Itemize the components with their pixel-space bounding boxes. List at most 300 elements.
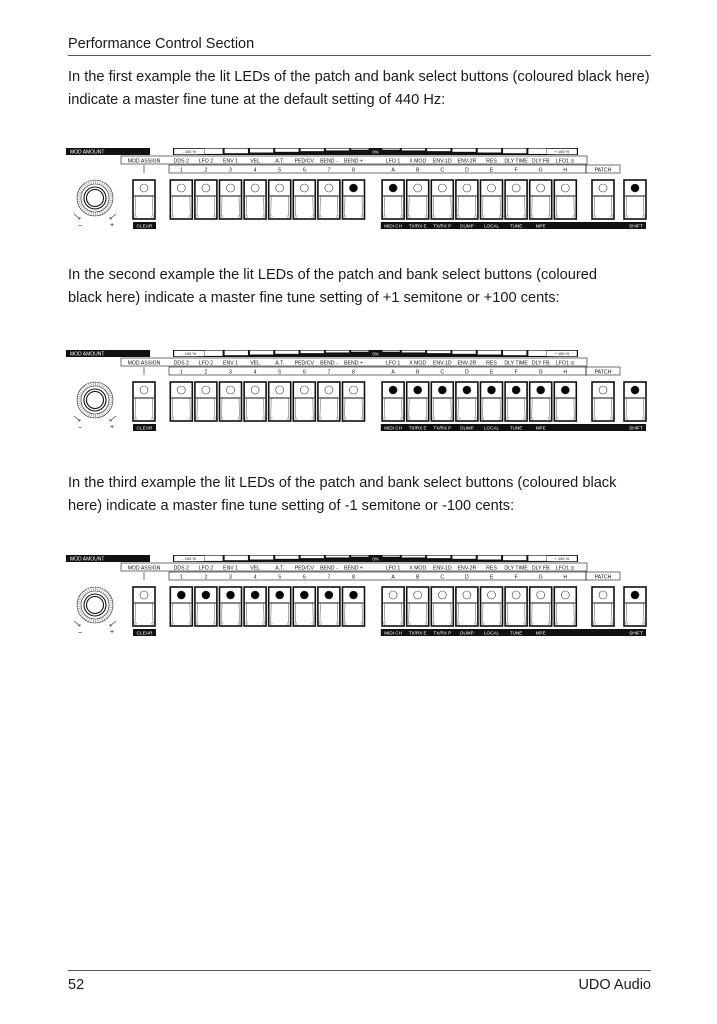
button-corner-dot — [172, 623, 174, 625]
number-label: 6 — [302, 167, 306, 174]
scale-segment — [503, 556, 526, 561]
button-corner-dot — [196, 623, 198, 625]
number-label: 2 — [204, 167, 208, 174]
bank-button-4[interactable] — [244, 382, 266, 421]
destination-label: LFO1 ⊙ — [555, 565, 575, 572]
button-corner-dot — [312, 418, 314, 420]
button-corner-dot — [548, 418, 550, 420]
patch-select-button-G[interactable] — [530, 180, 552, 219]
button-corner-dot — [246, 216, 248, 218]
button-corner-dot — [433, 216, 435, 218]
number-label: G — [538, 167, 543, 174]
button-corner-dot — [611, 216, 613, 218]
number-label: 5 — [278, 574, 282, 581]
patch-select-button-G[interactable] — [530, 382, 552, 421]
knob-arrow-left-icon — [74, 214, 80, 219]
button-corner-dot — [189, 216, 191, 218]
destination-label: BEND - — [320, 565, 338, 572]
patch-select-button-G[interactable] — [530, 587, 552, 626]
led-off-icon — [140, 591, 148, 599]
scale-segment — [402, 556, 425, 558]
patch-select-button-B[interactable] — [407, 382, 429, 421]
scale-segment — [478, 556, 501, 560]
mod-amount-knob[interactable] — [77, 180, 113, 216]
patch-select-button-H[interactable] — [554, 180, 576, 219]
destination-label: ENV-1D — [432, 565, 452, 572]
number-label: G — [538, 574, 543, 581]
scale-segment — [326, 351, 349, 353]
bank-button-3[interactable] — [220, 180, 242, 219]
button-corner-dot — [361, 216, 363, 218]
number-label: G — [538, 369, 543, 376]
bank-button-1[interactable] — [170, 382, 192, 421]
number-label: 5 — [278, 167, 282, 174]
button-corner-dot — [263, 216, 265, 218]
shift-function-label: TUNE — [509, 223, 523, 229]
button-corner-dot — [287, 418, 289, 420]
destination-label: PED/CV — [294, 360, 314, 367]
scale-segment — [452, 351, 475, 354]
button-corner-dot — [507, 216, 509, 218]
destination-label: LFO 1 — [385, 360, 401, 367]
destination-label: X MOD — [409, 565, 427, 572]
number-label: 8 — [352, 369, 355, 376]
button-corner-dot — [433, 418, 435, 420]
scale-segment — [478, 149, 501, 153]
footer-divider — [68, 970, 651, 971]
led-off-icon — [561, 184, 569, 192]
button-corner-dot — [196, 216, 198, 218]
shift-function-label: MPE — [535, 425, 546, 431]
button-corner-dot — [524, 216, 526, 218]
shift-function-label: DUMP — [460, 630, 474, 636]
bank-button-6[interactable] — [293, 180, 315, 219]
destination-label: BEND + — [344, 158, 363, 165]
destination-label: A.T. — [275, 565, 285, 572]
led-lit-icon — [631, 184, 639, 192]
destination-label: BEND + — [344, 360, 363, 367]
led-off-icon — [537, 184, 545, 192]
led-lit-icon — [438, 386, 446, 394]
destination-label: DLY TIME — [504, 360, 528, 367]
bank-button-3[interactable] — [220, 587, 242, 626]
destination-label: RES — [486, 158, 497, 165]
button-corner-dot — [361, 418, 363, 420]
destination-label: LFO 2 — [198, 158, 214, 165]
number-label: 3 — [229, 369, 232, 376]
button-corner-dot — [135, 623, 137, 625]
button-corner-dot — [433, 623, 435, 625]
button-corner-dot — [401, 418, 403, 420]
scale-segment — [250, 556, 273, 560]
button-corner-dot — [450, 623, 452, 625]
button-corner-dot — [213, 216, 215, 218]
shift-label: SHIFT — [629, 224, 643, 230]
mod-assign-label: MOD ASSIGN — [127, 565, 161, 572]
led-lit-icon — [561, 386, 569, 394]
button-corner-dot — [189, 418, 191, 420]
button-corner-dot — [152, 623, 154, 625]
button-corner-dot — [135, 418, 137, 420]
patch-select-button-D[interactable] — [456, 180, 478, 219]
number-label: H — [563, 574, 568, 581]
shift-function-label: TX/RX E — [408, 630, 427, 636]
bank-button-3[interactable] — [220, 382, 242, 421]
patch-button[interactable] — [592, 587, 614, 626]
patch-select-button-A[interactable] — [382, 587, 404, 626]
shift-function-label: TUNE — [509, 630, 523, 636]
patch-select-button-C[interactable] — [431, 587, 453, 626]
button-corner-dot — [287, 216, 289, 218]
bank-button-5[interactable] — [269, 587, 291, 626]
scale-max-label: + 100 % — [554, 149, 570, 155]
shift-button[interactable] — [624, 382, 646, 421]
button-corner-dot — [474, 216, 476, 218]
patch-select-button-H[interactable] — [554, 382, 576, 421]
shift-function-label: LOCAL — [483, 630, 500, 636]
scale-segment — [301, 556, 324, 559]
led-off-icon — [202, 386, 210, 394]
button-corner-dot — [213, 623, 215, 625]
scale-mid-label: 0% — [372, 149, 379, 155]
scale-mid-label: 0% — [372, 556, 379, 562]
led-off-icon — [276, 184, 284, 192]
example-2-description: In the second example the lit LEDs of the patch and bank select buttons (coloured black here) indicate a master fine tune setting of +1 semitone or +100 cents: — [68, 267, 597, 306]
bank-button-2[interactable] — [195, 180, 217, 219]
led-off-icon — [389, 591, 397, 599]
bank-button-8[interactable] — [343, 382, 365, 421]
scale-segment — [402, 149, 425, 151]
button-corner-dot — [246, 623, 248, 625]
scale-segment — [301, 149, 324, 152]
number-label: C — [440, 369, 445, 376]
shift-function-label: DUMP — [460, 223, 474, 229]
destination-label: ENV 1 — [223, 360, 238, 367]
led-off-icon — [488, 591, 496, 599]
number-label: B — [415, 369, 420, 376]
bank-button-1[interactable] — [170, 587, 192, 626]
led-lit-icon — [177, 591, 185, 599]
led-off-icon — [140, 386, 148, 394]
button-corner-dot — [221, 418, 223, 420]
shift-function-label: MIDI CH — [384, 425, 402, 431]
button-corner-dot — [643, 216, 645, 218]
knob-arrow-left-icon — [74, 416, 80, 421]
patch-select-button-H[interactable] — [554, 587, 576, 626]
patch-button[interactable] — [592, 180, 614, 219]
destination-label: RES — [486, 360, 497, 367]
number-label: E — [489, 369, 494, 376]
scale-segment — [452, 556, 475, 559]
number-label: H — [563, 369, 568, 376]
scale-segment — [427, 556, 450, 559]
button-corner-dot — [499, 623, 501, 625]
bank-button-7[interactable] — [318, 180, 340, 219]
shift-button[interactable] — [624, 587, 646, 626]
bank-button-5[interactable] — [269, 382, 291, 421]
button-corner-dot — [507, 418, 509, 420]
number-label: 8 — [352, 574, 355, 581]
button-corner-dot — [344, 216, 346, 218]
number-label: H — [563, 167, 568, 174]
button-corner-dot — [556, 216, 558, 218]
button-corner-dot — [238, 216, 240, 218]
led-lit-icon — [512, 386, 520, 394]
patch-select-button-A[interactable] — [382, 180, 404, 219]
destination-label: DDS 2 — [173, 565, 189, 572]
mod-amount-label: MOD AMOUNT — [70, 556, 105, 563]
patch-select-button-B[interactable] — [407, 180, 429, 219]
led-off-icon — [300, 386, 308, 394]
number-label: 4 — [253, 369, 257, 376]
mod-amount-knob[interactable] — [77, 382, 113, 418]
knob-plus-label: + — [109, 629, 115, 636]
button-corner-dot — [531, 623, 533, 625]
led-off-icon — [488, 184, 496, 192]
scale-segment — [275, 351, 298, 354]
button-corner-dot — [295, 623, 297, 625]
number-label: E — [489, 574, 494, 581]
bank-button-8[interactable] — [343, 180, 365, 219]
button-corner-dot — [336, 418, 338, 420]
mod-assign-clear-button[interactable] — [133, 587, 155, 626]
bank-button-1[interactable] — [170, 180, 192, 219]
button-corner-dot — [246, 418, 248, 420]
destination-label: DLY FB — [531, 565, 550, 572]
button-corner-dot — [384, 623, 386, 625]
button-corner-dot — [425, 216, 427, 218]
scale-segment — [326, 556, 349, 558]
led-off-icon — [438, 184, 446, 192]
scale-min-label: - 100 % — [182, 351, 197, 357]
led-off-icon — [227, 184, 235, 192]
bank-button-2[interactable] — [195, 587, 217, 626]
bank-button-6[interactable] — [293, 587, 315, 626]
led-off-icon — [463, 184, 471, 192]
example-2-panel-diagram — [66, 350, 656, 440]
led-lit-icon — [631, 591, 639, 599]
clear-label: CLEAR — [136, 631, 153, 637]
patch-select-button-D[interactable] — [456, 382, 478, 421]
number-label: 6 — [302, 369, 306, 376]
clear-label: CLEAR — [136, 224, 153, 230]
button-corner-dot — [457, 216, 459, 218]
knob-minus-label: − — [77, 630, 83, 637]
led-off-icon — [177, 386, 185, 394]
shift-button[interactable] — [624, 180, 646, 219]
shift-function-label: LOCAL — [483, 425, 500, 431]
bank-button-4[interactable] — [244, 587, 266, 626]
button-corner-dot — [556, 623, 558, 625]
bank-button-6[interactable] — [293, 382, 315, 421]
mod-assign-clear-button[interactable] — [133, 382, 155, 421]
button-corner-dot — [450, 216, 452, 218]
knob-plus-label: + — [109, 424, 115, 431]
knob-cap-inner — [87, 190, 104, 207]
scale-segment — [250, 351, 273, 355]
number-label: A — [391, 167, 395, 174]
button-corner-dot — [507, 623, 509, 625]
shift-function-label: MIDI CH — [384, 630, 402, 636]
page-header-title: Performance Control Section — [68, 36, 255, 52]
destination-label: LFO 1 — [385, 565, 401, 572]
button-corner-dot — [425, 418, 427, 420]
button-corner-dot — [295, 216, 297, 218]
example-3-panel-diagram — [66, 555, 656, 645]
number-label: F — [514, 167, 518, 174]
example-1-description: In the first example the lit LEDs of the patch and bank select buttons (coloured black here) indicate a master fine tune at the default setting of 440 Hz: — [68, 69, 650, 108]
button-corner-dot — [594, 418, 596, 420]
knob-cap-inner — [87, 597, 104, 614]
scale-segment — [326, 149, 349, 151]
led-off-icon — [350, 386, 358, 394]
number-label: A — [391, 369, 395, 376]
knob-minus-label: − — [77, 425, 83, 432]
button-corner-dot — [556, 418, 558, 420]
patch-select-button-A[interactable] — [382, 382, 404, 421]
patch-label: PATCH — [594, 167, 612, 174]
led-off-icon — [561, 591, 569, 599]
patch-select-button-C[interactable] — [431, 382, 453, 421]
scale-segment — [503, 351, 526, 356]
destination-label: RES — [486, 565, 497, 572]
led-off-icon — [251, 184, 259, 192]
button-corner-dot — [457, 623, 459, 625]
bank-button-4[interactable] — [244, 180, 266, 219]
bank-button-5[interactable] — [269, 180, 291, 219]
led-off-icon — [325, 386, 333, 394]
button-corner-dot — [312, 623, 314, 625]
button-corner-dot — [238, 418, 240, 420]
number-label: 2 — [204, 574, 208, 581]
destination-label: LFO 1 — [385, 158, 401, 165]
led-lit-icon — [488, 386, 496, 394]
scale-segment — [301, 351, 324, 354]
button-corner-dot — [499, 216, 501, 218]
panel-svg — [66, 148, 656, 238]
shift-label: SHIFT — [629, 426, 643, 432]
patch-select-button-F[interactable] — [505, 587, 527, 626]
mod-amount-knob[interactable] — [77, 587, 113, 623]
bank-button-7[interactable] — [318, 587, 340, 626]
destination-label: A.T. — [275, 360, 285, 367]
button-corner-dot — [196, 418, 198, 420]
mod-assign-clear-button[interactable] — [133, 180, 155, 219]
button-corner-dot — [189, 623, 191, 625]
button-corner-dot — [319, 216, 321, 218]
destination-label: ENV-1D — [432, 360, 452, 367]
number-label: 8 — [352, 167, 355, 174]
button-corner-dot — [524, 418, 526, 420]
patch-select-button-F[interactable] — [505, 180, 527, 219]
bank-button-8[interactable] — [343, 587, 365, 626]
button-corner-dot — [344, 623, 346, 625]
bank-button-7[interactable] — [318, 382, 340, 421]
destination-label: LFO 2 — [198, 360, 214, 367]
led-off-icon — [463, 591, 471, 599]
patch-select-button-F[interactable] — [505, 382, 527, 421]
destination-label: BEND + — [344, 565, 363, 572]
destination-label: VEL — [250, 360, 261, 367]
number-label: 1 — [179, 369, 183, 376]
patch-select-button-C[interactable] — [431, 180, 453, 219]
led-off-icon — [414, 591, 422, 599]
button-corner-dot — [213, 418, 215, 420]
button-corner-dot — [408, 623, 410, 625]
bank-button-2[interactable] — [195, 382, 217, 421]
patch-select-button-E[interactable] — [481, 587, 503, 626]
button-corner-dot — [312, 216, 314, 218]
button-corner-dot — [384, 216, 386, 218]
button-corner-dot — [573, 216, 575, 218]
footer-brand: UDO Audio — [578, 977, 651, 993]
led-off-icon — [227, 386, 235, 394]
patch-button[interactable] — [592, 382, 614, 421]
led-lit-icon — [350, 591, 358, 599]
button-corner-dot — [524, 623, 526, 625]
scale-segment — [250, 149, 273, 153]
led-lit-icon — [631, 386, 639, 394]
header-divider — [68, 55, 651, 56]
led-off-icon — [325, 184, 333, 192]
button-corner-dot — [172, 418, 174, 420]
patch-select-button-D[interactable] — [456, 587, 478, 626]
patch-select-button-B[interactable] — [407, 587, 429, 626]
destination-label: PED/CV — [294, 158, 314, 165]
scale-min-label: - 100 % — [182, 149, 197, 155]
number-label: 2 — [204, 369, 208, 376]
button-corner-dot — [548, 623, 550, 625]
led-off-icon — [251, 386, 259, 394]
mod-assign-label: MOD ASSIGN — [127, 158, 161, 165]
shift-function-label: LOCAL — [483, 223, 500, 229]
destination-label: BEND - — [320, 360, 338, 367]
led-off-icon — [276, 386, 284, 394]
button-corner-dot — [611, 418, 613, 420]
led-lit-icon — [389, 386, 397, 394]
button-corner-dot — [482, 418, 484, 420]
button-corner-dot — [401, 623, 403, 625]
mod-amount-label: MOD AMOUNT — [70, 149, 105, 156]
number-label: A — [391, 574, 395, 581]
led-off-icon — [512, 184, 520, 192]
button-corner-dot — [482, 623, 484, 625]
patch-select-button-E[interactable] — [481, 180, 503, 219]
number-label: E — [489, 167, 494, 174]
button-corner-dot — [135, 216, 137, 218]
shift-function-label: TX/RX E — [408, 223, 427, 229]
destination-label: X MOD — [409, 158, 427, 165]
number-label: 1 — [179, 167, 183, 174]
button-corner-dot — [548, 216, 550, 218]
number-label: F — [514, 574, 518, 581]
button-corner-dot — [450, 418, 452, 420]
number-label: 7 — [327, 369, 331, 376]
led-lit-icon — [350, 184, 358, 192]
shift-function-label: DUMP — [460, 425, 474, 431]
led-off-icon — [438, 591, 446, 599]
button-corner-dot — [295, 418, 297, 420]
button-corner-dot — [626, 623, 628, 625]
number-label: 3 — [229, 167, 232, 174]
number-label: B — [415, 574, 420, 581]
led-off-icon — [599, 386, 607, 394]
patch-select-button-E[interactable] — [481, 382, 503, 421]
panel-svg — [66, 555, 656, 645]
destination-label: ENV 1 — [223, 158, 238, 165]
panel-svg — [66, 350, 656, 440]
knob-arrow-right-icon — [110, 214, 116, 219]
